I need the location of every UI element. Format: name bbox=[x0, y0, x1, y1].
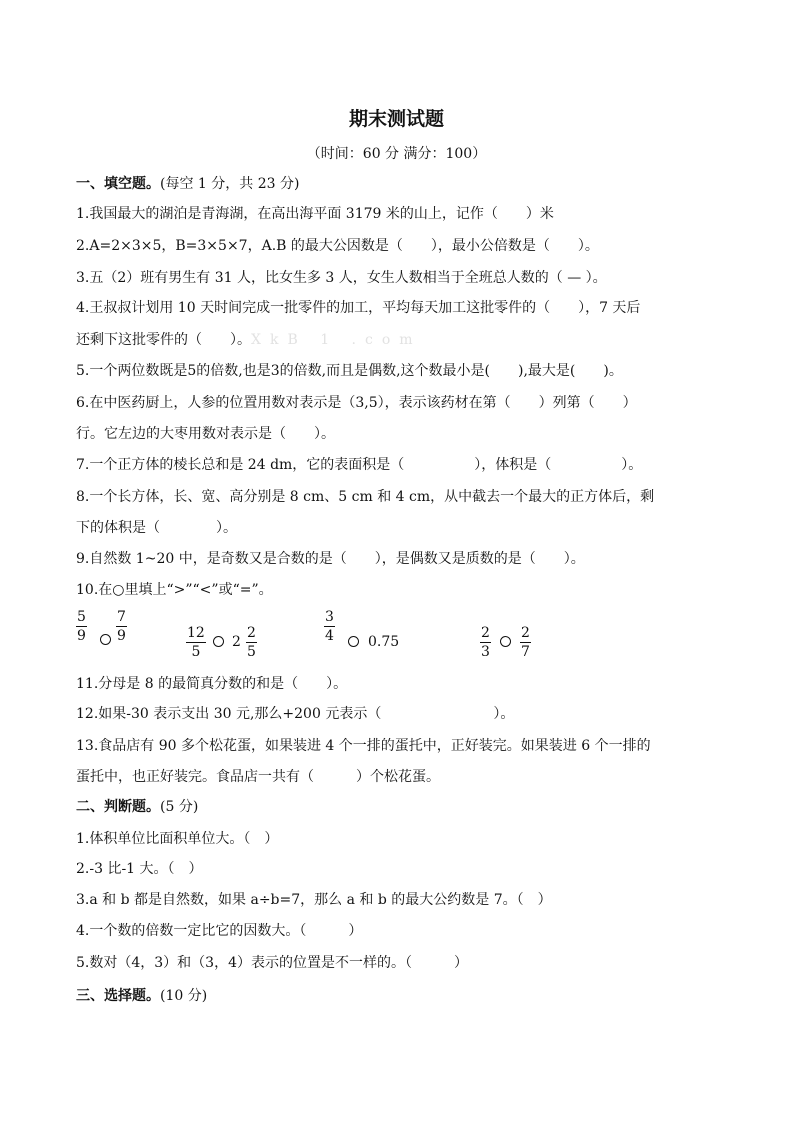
denominator: 7 bbox=[521, 644, 530, 660]
section-heading-fill-blank bbox=[76, 174, 726, 194]
section-heading-true-false bbox=[76, 797, 726, 817]
fraction bbox=[480, 624, 491, 661]
fill-question-11: 11.分母是 8 的最简真分数的和是（ ）。 bbox=[76, 676, 348, 692]
compare-circle[interactable] bbox=[100, 634, 111, 645]
judge-question-4: 4.一个数的倍数一定比它的因数大。（ ） bbox=[76, 923, 363, 939]
fill-question-4-text: 还剩下这批零件的（ ）。 bbox=[76, 332, 251, 348]
denominator: 5 bbox=[191, 644, 201, 660]
numerator: 7 bbox=[117, 609, 126, 625]
compare-circle[interactable] bbox=[348, 636, 359, 647]
fill-question-5: 5.一个两位数既是5的倍数,也是3的倍数,而且是偶数,这个数最小是( ),最大是( )。 bbox=[76, 363, 623, 379]
page-title: 期末测试题 bbox=[348, 108, 444, 130]
fraction bbox=[186, 624, 206, 661]
fill-question-8-line-1: 8.一个长方体，长、宽、高分别是 8 cm、5 cm 和 4 cm，从中截去一个最大的正方体后，剩 bbox=[76, 489, 655, 505]
fraction bbox=[116, 608, 127, 645]
denominator: 3 bbox=[481, 644, 490, 660]
fill-question-8-line-2: 下的体积是（ ）。 bbox=[76, 520, 237, 536]
fill-question-6-line-1: 6.在中医药厨上，人参的位置用数对表示是（3,5），表示该药材在第（ ）列第（ ） bbox=[76, 395, 637, 411]
numerator: 3 bbox=[325, 609, 334, 625]
decimal-value: 0.75 bbox=[368, 634, 400, 650]
fill-question-13-line-2: 蛋托中，也正好装完。食品店一共有（ ）个松花蛋。 bbox=[76, 769, 440, 785]
judge-question-1: 1.体积单位比面积单位大。（ ） bbox=[76, 831, 279, 847]
fill-question-3: 3.五（2）班有男生有 31 人，比女生多 3 人，女生人数相当于全班总人数的（ — ）。 bbox=[76, 270, 607, 286]
fraction bbox=[520, 624, 531, 661]
compare-circle[interactable] bbox=[213, 636, 224, 647]
section-score-note: (每空 1 分，共 23 分) bbox=[160, 176, 300, 192]
fill-question-4-line-1: 4.王叔叔计划用 10 天时间完成一批零件的加工，平均每天加工这批零件的（ ），7 天后 bbox=[76, 300, 641, 316]
fraction bbox=[246, 624, 257, 661]
fill-question-1: 1.我国最大的湖泊是青海湖，在高出海平面 3179 米的山上，记作（ ）米 bbox=[76, 206, 554, 222]
compare-circle[interactable] bbox=[500, 636, 511, 647]
fill-question-4-line-2 bbox=[76, 330, 726, 350]
fill-question-10: 10.在○里填上“>”“<”或“=”。 bbox=[76, 582, 273, 598]
section-score-note: (5 分) bbox=[160, 799, 199, 815]
fill-question-7: 7.一个正方体的棱长总和是 24 dm，它的表面积是（ ），体积是（ ）。 bbox=[76, 457, 643, 473]
numerator: 2 bbox=[521, 625, 530, 641]
whole-number: 2 bbox=[232, 634, 241, 650]
watermark: XkB 1 .com bbox=[251, 332, 422, 348]
section-title: 二、判断题。 bbox=[76, 799, 160, 815]
fraction bbox=[76, 608, 87, 645]
fill-question-12: 12.如果-30 表示支出 30 元,那么+200 元表示（ ）。 bbox=[76, 706, 515, 722]
judge-question-5: 5.数对（4，3）和（3，4）表示的位置是不一样的。（ ） bbox=[76, 955, 468, 971]
numerator: 12 bbox=[187, 625, 205, 641]
numerator: 2 bbox=[247, 625, 256, 641]
fill-question-2: 2.A=2×3×5，B=3×5×7，A.B 的最大公因数是（ ），最小公倍数是（ ）。 bbox=[76, 238, 599, 254]
exam-info: （时间：60 分 满分：100） bbox=[306, 146, 487, 162]
denominator: 5 bbox=[247, 644, 256, 660]
denominator: 9 bbox=[77, 628, 86, 644]
fraction bbox=[324, 608, 335, 645]
numerator: 2 bbox=[481, 625, 490, 641]
section-heading-multiple-choice bbox=[76, 986, 726, 1006]
fill-question-13-line-1: 13.食品店有 90 多个松花蛋，如果装进 4 个一排的蛋托中，正好装完。如果装进 6 个一排的 bbox=[76, 738, 651, 754]
denominator: 4 bbox=[325, 628, 334, 644]
denominator: 9 bbox=[117, 628, 126, 644]
judge-question-2: 2.-3 比-1 大。（ ） bbox=[76, 861, 203, 877]
section-score-note: (10 分) bbox=[160, 988, 208, 1004]
section-title: 三、选择题。 bbox=[76, 988, 160, 1004]
section-title: 一、填空题。 bbox=[76, 176, 160, 192]
numerator: 5 bbox=[77, 609, 86, 625]
fill-question-9: 9.自然数 1~20 中，是奇数又是合数的是（ ），是偶数又是质数的是（ ）。 bbox=[76, 551, 585, 567]
fill-question-6-line-2: 行。它左边的大枣用数对表示是（ ）。 bbox=[76, 426, 335, 442]
judge-question-3: 3.a 和 b 都是自然数，如果 a÷b=7，那么 a 和 b 的最大公约数是 7。（ ） bbox=[76, 892, 552, 908]
